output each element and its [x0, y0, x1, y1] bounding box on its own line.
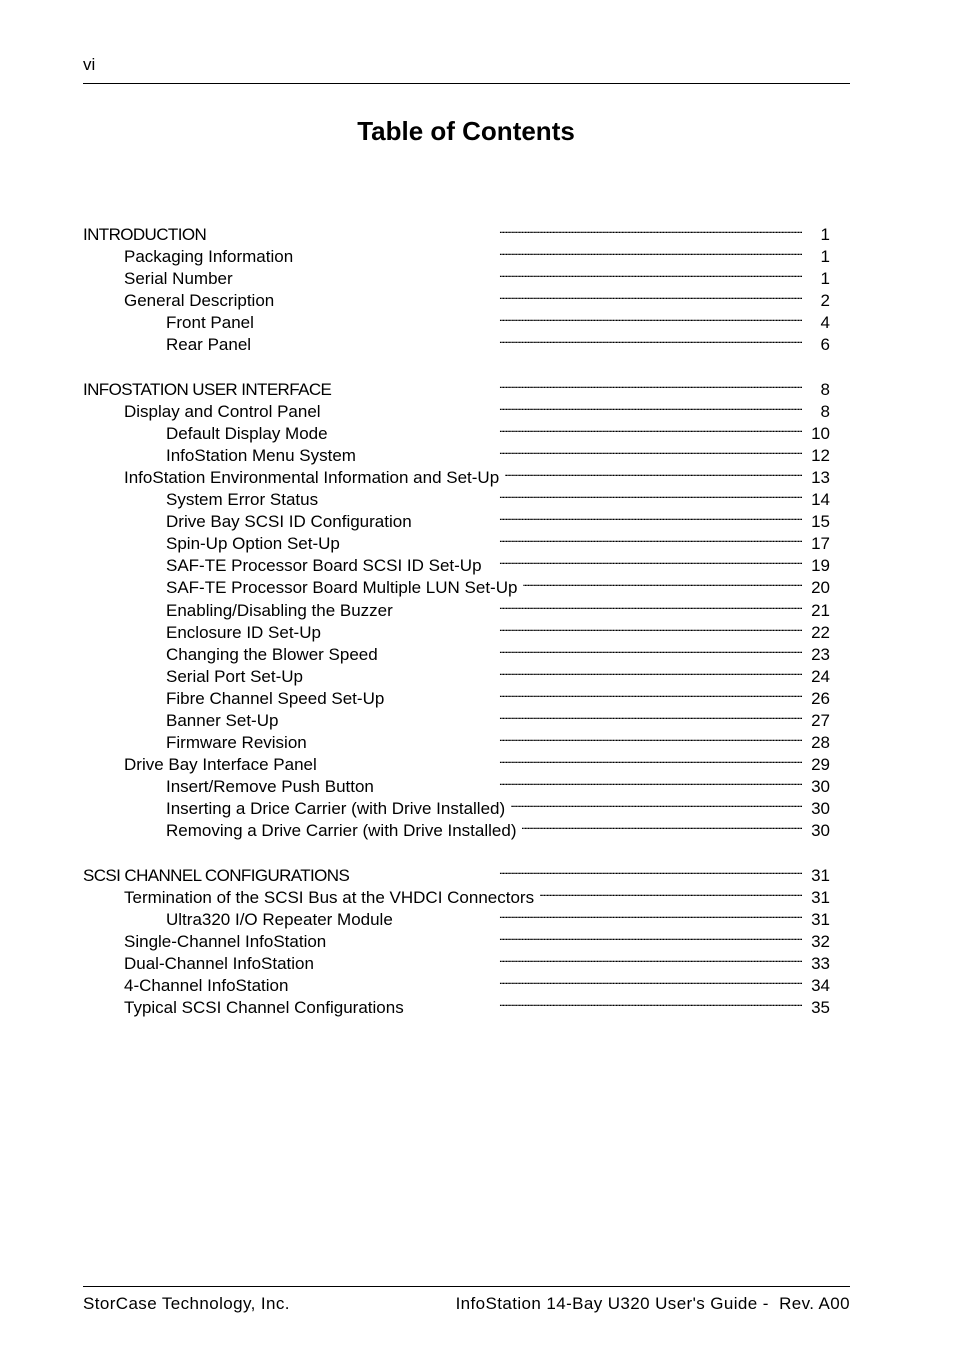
toc-entry-title: Termination of the SCSI Bus at the VHDCI Connectors: [124, 887, 535, 907]
toc-entry-title: 4-Channel InfoStation: [124, 976, 289, 995]
toc-entry-title: Serial Number: [124, 269, 233, 289]
dot-leader: [320, 947, 802, 969]
toc-entry-page: 35: [811, 998, 830, 1018]
toc-entry-page: 32: [811, 931, 830, 951]
toc-entry-page: 1: [820, 269, 830, 289]
toc-entry-title: Typical SCSI Channel Configurations: [124, 998, 404, 1018]
toc-entry-title: Front Panel: [166, 313, 254, 333]
toc-entry-title: Display and Control Panel: [124, 401, 321, 421]
toc-entry-page: 28: [811, 733, 830, 753]
toc-entry-page: 31: [811, 909, 830, 929]
toc-entry-title: Single-Channel InfoStation: [124, 931, 327, 951]
toc-entry-page: 19: [811, 556, 830, 576]
toc-entry-title: Drive Bay Interface Panel: [124, 755, 317, 775]
toc-entry-page: 14: [811, 490, 830, 510]
page-title: Table of Contents: [357, 116, 575, 146]
dot-leader: [511, 792, 802, 814]
toc-entry-title: Inserting a Drice Carrier (with Drive Installed): [166, 799, 506, 819]
toc-entry-page: 12: [811, 445, 830, 465]
toc-entry-title: Drive Bay SCSI ID Configuration: [166, 512, 412, 532]
toc-entry-page: 1: [820, 247, 830, 267]
toc-entry-page: 29: [811, 755, 830, 775]
dot-leader: [212, 218, 802, 240]
dot-leader: [239, 262, 802, 284]
toc-entry-title: Insert/Remove Push Button: [166, 777, 374, 797]
dot-leader: [418, 505, 802, 527]
toc-entry-page: 1: [820, 225, 830, 244]
dot-leader: [260, 306, 802, 328]
toc-entry[interactable]: [83, 859, 830, 885]
dot-leader: [327, 616, 802, 638]
dot-leader: [399, 594, 802, 616]
toc-entry-page: 2: [820, 291, 830, 311]
toc-entry-page: 4: [820, 313, 830, 333]
toc-entry-page: 31: [811, 865, 830, 885]
toc-entry-title: Rear Panel: [166, 335, 252, 355]
toc-entry-page: 34: [811, 976, 830, 995]
dot-leader: [390, 682, 802, 704]
dot-leader: [346, 527, 802, 549]
dot-leader: [384, 638, 802, 660]
toc-entry-page: 33: [811, 953, 830, 973]
dot-leader: [332, 925, 802, 947]
toc-entry-title: Enabling/Disabling the Buzzer: [166, 600, 393, 620]
toc-entry-title: InfoStation Menu System: [166, 445, 356, 465]
toc-entry-title: INTRODUCTION: [83, 225, 207, 244]
toc-entry-page: 30: [811, 821, 830, 841]
dot-leader: [280, 284, 802, 306]
toc-entry-page: 15: [811, 512, 830, 532]
header-rule: [83, 83, 850, 84]
dot-leader: [355, 859, 802, 881]
toc-entry[interactable]: [83, 373, 830, 399]
toc-entry-title: Ultra320 I/O Repeater Module: [166, 909, 393, 929]
toc-entry-page: 10: [811, 423, 830, 443]
toc-entry-title: Enclosure ID Set-Up: [166, 622, 321, 642]
toc-entry-page: 6: [820, 335, 830, 355]
dot-leader: [309, 660, 802, 682]
dot-leader: [294, 969, 802, 991]
dot-leader: [323, 748, 802, 770]
toc-entry-page: 31: [811, 887, 830, 907]
dot-leader: [540, 881, 802, 903]
toc-section: [83, 373, 830, 841]
dot-leader: [488, 549, 802, 571]
toc-entry-title: InfoStation Environmental Information and Set-Up: [124, 467, 500, 487]
toc-entry-page: 30: [811, 799, 830, 819]
toc-entry-title: Firmware Revision: [166, 733, 307, 753]
toc-entry-title: SCSI CHANNEL CONFIGURATIONS: [83, 865, 350, 885]
toc-entry-title: SAF-TE Processor Board SCSI ID Set-Up: [166, 556, 482, 576]
toc-entry-page: 27: [811, 710, 830, 730]
dot-leader: [380, 770, 802, 792]
toc-entry-title: Packaging Information: [124, 247, 294, 267]
footer-rule: [83, 1286, 850, 1287]
dot-leader: [324, 483, 802, 505]
toc-section: [83, 218, 830, 355]
toc-entry-title: INFOSTATION USER INTERFACE: [83, 379, 332, 399]
dot-leader: [522, 814, 802, 836]
toc-entry-page: 13: [811, 467, 830, 487]
toc-entry-title: Dual-Channel InfoStation: [124, 953, 314, 973]
dot-leader: [299, 240, 802, 262]
dot-leader: [313, 726, 802, 748]
toc-entry-title: Spin-Up Option Set-Up: [166, 534, 340, 554]
footer-company: StorCase Technology, Inc.: [83, 1294, 290, 1313]
toc-entry-page: 26: [811, 688, 830, 708]
toc-entry-title: System Error Status: [166, 490, 319, 510]
dot-leader: [399, 903, 802, 925]
toc-entry-title: Serial Port Set-Up: [166, 666, 303, 686]
toc-entry-title: Changing the Blower Speed: [166, 644, 378, 664]
dot-leader: [334, 417, 802, 439]
dot-leader: [337, 373, 802, 395]
toc-entry-page: 23: [811, 644, 830, 664]
toc-entry-page: 21: [811, 600, 830, 620]
toc-entry-title: General Description: [124, 291, 275, 311]
toc-entry-page: 8: [820, 379, 830, 399]
dot-leader: [362, 439, 802, 461]
toc-entry-page: 30: [811, 777, 830, 797]
dot-leader: [410, 991, 802, 1013]
page-number: vi: [83, 55, 96, 74]
dot-leader: [505, 461, 802, 483]
toc-entry-title: Fibre Channel Speed Set-Up: [166, 688, 385, 708]
toc-entry-page: 8: [820, 401, 830, 421]
toc-entry-title: Removing a Drive Carrier (with Drive Installed): [166, 821, 517, 841]
footer-document-title: InfoStation 14-Bay U320 User's Guide - Rev. A00: [455, 1294, 850, 1313]
dot-leader: [257, 328, 802, 350]
toc-entry-page: 17: [811, 534, 830, 554]
toc-entry[interactable]: [83, 218, 830, 244]
toc-entry-page: 24: [811, 666, 830, 686]
toc-entry-page: 22: [811, 622, 830, 642]
toc-entry-title: Default Display Mode: [166, 423, 328, 443]
dot-leader: [284, 704, 802, 726]
toc-entry-title: Banner Set-Up: [166, 710, 279, 730]
toc-entry-page: 20: [811, 578, 830, 598]
toc-section: [83, 859, 830, 1018]
dot-leader: [523, 571, 802, 593]
table-of-contents: [83, 218, 830, 1035]
dot-leader: [327, 395, 802, 417]
toc-entry-title: SAF-TE Processor Board Multiple LUN Set-Up: [166, 578, 518, 598]
